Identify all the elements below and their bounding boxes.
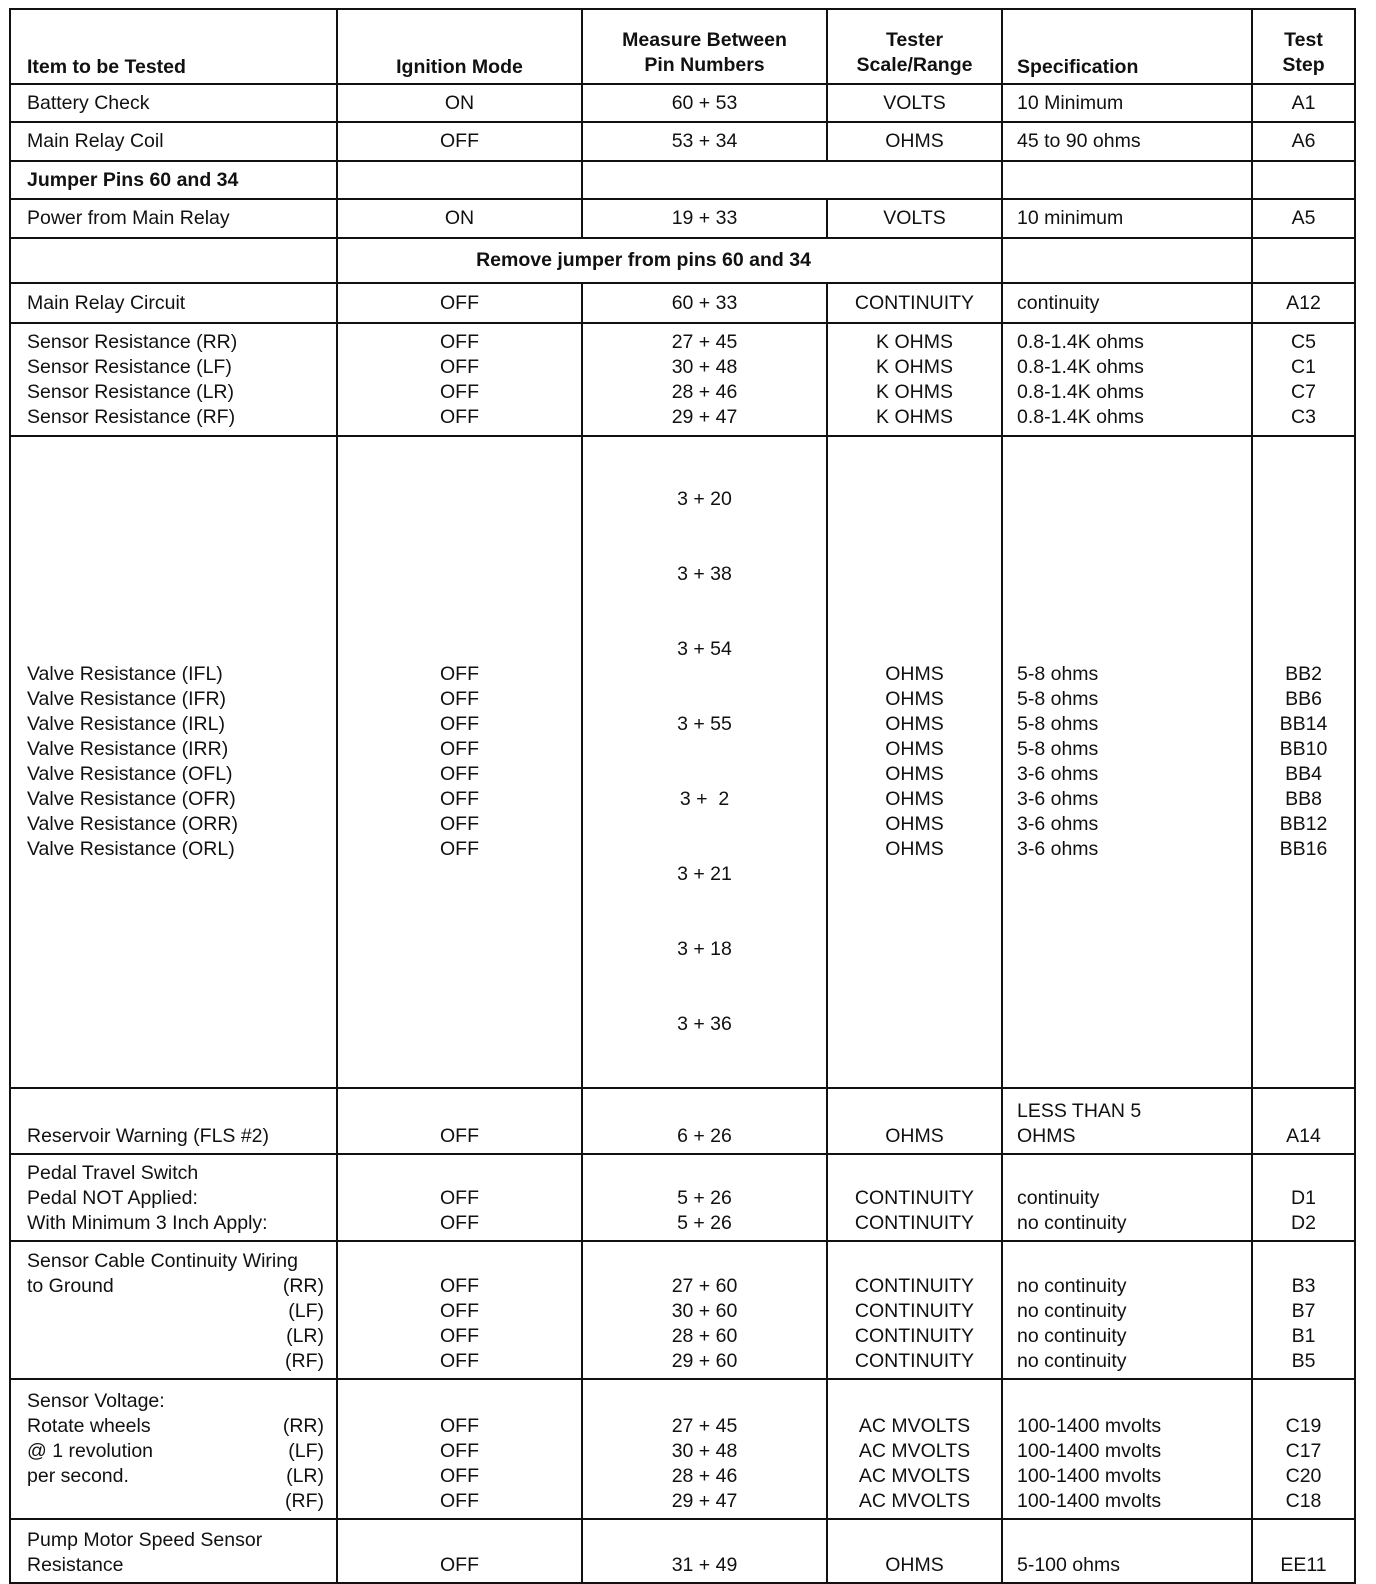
valve-item: Valve Resistance (ORL) <box>27 838 235 860</box>
table-row <box>10 199 1355 238</box>
voltage-label: per second. <box>27 1465 129 1487</box>
pins-value: 27 + 45 <box>671 330 738 353</box>
range-value: OHMS <box>885 663 944 685</box>
range-value: CONTINUITY <box>854 1187 975 1209</box>
ignition-cell <box>337 323 582 436</box>
spec-cell <box>1002 1241 1252 1379</box>
range-value: AC MVOLTS <box>858 1440 971 1462</box>
voltage-position: (LR) <box>286 1465 324 1487</box>
item-cell: Battery Check <box>10 84 337 122</box>
pins-value: 30 + 48 <box>671 355 738 378</box>
ignition-value: OFF <box>440 738 479 760</box>
pins-cell <box>582 323 827 436</box>
diagnostic-spec-table <box>9 8 1356 1584</box>
ignition-value: OFF <box>440 1440 479 1462</box>
spec-value: no continuity <box>1017 1275 1127 1297</box>
range-cell <box>827 1154 1002 1241</box>
range-value: OHMS <box>885 838 944 860</box>
voltage-position: (LF) <box>288 1440 324 1462</box>
sensor-item: Sensor Resistance (LR) <box>27 380 234 403</box>
empty-cell <box>582 161 1002 199</box>
cable-group <box>10 1241 1355 1379</box>
range-value: OHMS <box>885 738 944 760</box>
voltage-title: Sensor Voltage: <box>27 1390 165 1412</box>
pump-item-line2: Resistance <box>27 1554 124 1576</box>
ignition-value: OFF <box>440 663 479 685</box>
ignition-value: OFF <box>440 1187 479 1209</box>
range-value: AC MVOLTS <box>858 1465 971 1487</box>
ignition-value: OFF <box>440 1325 479 1347</box>
pins-value: 28 + 46 <box>671 1465 738 1487</box>
pedal-title: Pedal Travel Switch <box>27 1162 199 1184</box>
range-value: OHMS <box>885 713 944 735</box>
range-value: K OHMS <box>876 405 953 428</box>
range-value: K OHMS <box>876 330 953 353</box>
range-cell: CONTINUITY <box>827 283 1002 323</box>
pins-value: 5 + 26 <box>677 1187 732 1209</box>
remove-jumper-note: Remove jumper from pins 60 and 34 <box>337 238 1002 283</box>
pins-value: 3 + 18 <box>677 938 732 960</box>
ignition-value: OFF <box>440 1212 479 1234</box>
empty-cell <box>1002 238 1252 283</box>
header-item: Item to be Tested <box>10 9 337 84</box>
step-value: BB16 <box>1279 838 1328 860</box>
remove-note-row <box>10 238 1355 283</box>
item-cell <box>10 436 337 1088</box>
header-measure-between <box>582 9 827 84</box>
range-cell <box>827 436 1002 1088</box>
pins-value: 29 + 47 <box>671 1490 738 1512</box>
step-value: BB8 <box>1285 788 1322 810</box>
step-cell <box>1252 436 1355 1088</box>
ignition-cell: OFF <box>337 1519 582 1583</box>
step-value: C7 <box>1291 380 1316 403</box>
pump-item-line1: Pump Motor Speed Sensor <box>27 1529 263 1551</box>
range-value: CONTINUITY <box>854 1212 975 1234</box>
cable-subrow <box>27 1274 328 1299</box>
valve-resistance-group <box>10 436 1355 1088</box>
pins-cell: 60 + 53 <box>582 84 827 122</box>
reservoir-row <box>10 1088 1355 1154</box>
step-cell <box>1252 1241 1355 1379</box>
range-cell: OHMS <box>827 1519 1002 1583</box>
pins-value: 3 + 54 <box>677 638 732 660</box>
empty-cell <box>337 161 582 199</box>
ignition-value: OFF <box>440 788 479 810</box>
spec-cell <box>1002 1088 1252 1154</box>
pins-cell <box>582 1154 827 1241</box>
spec-value: 0.8-1.4K ohms <box>1017 355 1144 378</box>
cable-position: (LF) <box>288 1300 324 1322</box>
pins-value: 27 + 60 <box>671 1275 738 1297</box>
voltage-subrow <box>27 1414 328 1439</box>
header-tester-range <box>827 9 1002 84</box>
range-cell <box>827 1241 1002 1379</box>
header-step-line2: Step <box>1282 54 1325 76</box>
pins-value: 3 + 55 <box>677 713 732 735</box>
pins-cell: 19 + 33 <box>582 199 827 238</box>
ignition-value: OFF <box>440 1490 479 1512</box>
pins-value: 28 + 60 <box>671 1325 738 1347</box>
spec-value: 5-8 ohms <box>1017 688 1099 710</box>
cable-position: (RR) <box>282 1275 324 1297</box>
spec-value: 0.8-1.4K ohms <box>1017 380 1144 403</box>
step-value: C19 <box>1285 1415 1322 1437</box>
valve-item: Valve Resistance (IRR) <box>27 738 229 760</box>
item-cell <box>10 1379 337 1519</box>
table-row <box>10 283 1355 323</box>
sensor-item: Sensor Resistance (RF) <box>27 405 236 428</box>
header-tester-line1: Tester <box>885 29 944 51</box>
cable-label: to Ground <box>27 1275 114 1297</box>
spec-cell <box>1002 1154 1252 1241</box>
table-row <box>10 122 1355 161</box>
step-cell <box>1252 1154 1355 1241</box>
pins-cell <box>582 1241 827 1379</box>
cable-position: (RF) <box>285 1350 324 1372</box>
step-value: B3 <box>1291 1275 1316 1297</box>
step-cell: A6 <box>1252 122 1355 161</box>
range-value: CONTINUITY <box>854 1350 975 1372</box>
range-cell: OHMS <box>827 122 1002 161</box>
pins-cell <box>582 1379 827 1519</box>
range-cell <box>827 1379 1002 1519</box>
cable-subrow <box>27 1349 328 1374</box>
step-value: BB14 <box>1279 713 1328 735</box>
spec-value: no continuity <box>1017 1350 1127 1372</box>
item-cell <box>10 1519 337 1583</box>
step-cell: A12 <box>1252 283 1355 323</box>
range-value: OHMS <box>885 788 944 810</box>
pedal-item: Pedal NOT Applied: <box>27 1187 198 1209</box>
ignition-cell <box>337 1241 582 1379</box>
spec-value: continuity <box>1017 1187 1100 1209</box>
sensor-item: Sensor Resistance (RR) <box>27 330 238 353</box>
range-value: CONTINUITY <box>854 1275 975 1297</box>
ignition-cell: ON <box>337 199 582 238</box>
range-cell: VOLTS <box>827 199 1002 238</box>
pins-cell: 6 + 26 <box>582 1088 827 1154</box>
ignition-value: OFF <box>440 813 479 835</box>
item-cell <box>10 1241 337 1379</box>
range-value: K OHMS <box>876 355 953 378</box>
step-value: BB2 <box>1285 663 1322 685</box>
step-value: C18 <box>1285 1490 1322 1512</box>
ignition-value: OFF <box>440 380 479 403</box>
voltage-label: @ 1 revolution <box>27 1440 154 1462</box>
sensor-item: Sensor Resistance (LF) <box>27 355 232 378</box>
spec-value: 0.8-1.4K ohms <box>1017 405 1144 428</box>
pins-value: 29 + 60 <box>671 1350 738 1372</box>
ignition-value: OFF <box>440 1465 479 1487</box>
spec-value: 100-1400 mvolts <box>1017 1440 1162 1462</box>
spec-value: 0.8-1.4K ohms <box>1017 330 1144 353</box>
voltage-subrow <box>27 1489 328 1514</box>
spec-value: 5-8 ohms <box>1017 713 1099 735</box>
spec-value: 5-8 ohms <box>1017 663 1099 685</box>
step-value: C20 <box>1285 1465 1322 1487</box>
pins-value: 30 + 48 <box>671 1440 738 1462</box>
step-cell <box>1252 1379 1355 1519</box>
ignition-cell: OFF <box>337 283 582 323</box>
range-value: OHMS <box>885 688 944 710</box>
sensor-resistance-group <box>10 323 1355 436</box>
spec-cell: continuity <box>1002 283 1252 323</box>
step-value: BB4 <box>1285 763 1322 785</box>
spec-cell <box>1002 323 1252 436</box>
ignition-value: OFF <box>440 688 479 710</box>
step-cell: EE11 <box>1252 1519 1355 1583</box>
valve-item: Valve Resistance (IFR) <box>27 688 227 710</box>
step-value: D1 <box>1291 1187 1316 1209</box>
spec-value: no continuity <box>1017 1325 1127 1347</box>
pins-value: 5 + 26 <box>677 1212 732 1234</box>
item-cell: Reservoir Warning (FLS #2) <box>10 1088 337 1154</box>
pins-value: 3 + 2 <box>679 788 730 810</box>
pins-cell <box>582 436 827 1088</box>
cable-subrow <box>27 1299 328 1324</box>
item-cell <box>10 323 337 436</box>
jumper-note: Jumper Pins 60 and 34 <box>10 161 337 199</box>
spec-cell <box>1002 1379 1252 1519</box>
spec-value: 100-1400 mvolts <box>1017 1415 1162 1437</box>
range-cell: VOLTS <box>827 84 1002 122</box>
valve-item: Valve Resistance (IFL) <box>27 663 223 685</box>
ignition-value: OFF <box>440 1275 479 1297</box>
header-tester-line2: Scale/Range <box>856 54 973 76</box>
voltage-subrow <box>27 1439 328 1464</box>
range-cell <box>827 323 1002 436</box>
spec-value: 100-1400 mvolts <box>1017 1465 1162 1487</box>
empty-cell <box>1252 161 1355 199</box>
step-value: D2 <box>1291 1212 1316 1234</box>
step-value: BB6 <box>1285 688 1322 710</box>
spec-cell: 10 Minimum <box>1002 84 1252 122</box>
step-cell: A14 <box>1252 1088 1355 1154</box>
pedal-item: With Minimum 3 Inch Apply: <box>27 1212 268 1234</box>
step-value: C3 <box>1291 405 1316 428</box>
spec-cell: 45 to 90 ohms <box>1002 122 1252 161</box>
header-row <box>10 9 1355 84</box>
cable-title: Sensor Cable Continuity Wiring <box>27 1250 298 1272</box>
spec-value: 3-6 ohms <box>1017 813 1099 835</box>
ignition-cell <box>337 436 582 1088</box>
step-value: BB12 <box>1279 813 1328 835</box>
empty-cell <box>10 238 337 283</box>
valve-item: Valve Resistance (OFR) <box>27 788 236 810</box>
spec-value: 5-8 ohms <box>1017 738 1099 760</box>
step-value: C5 <box>1291 330 1316 353</box>
ignition-value: OFF <box>440 838 479 860</box>
spec-value: 3-6 ohms <box>1017 788 1099 810</box>
step-cell: A5 <box>1252 199 1355 238</box>
ignition-value: OFF <box>440 713 479 735</box>
spec-cell: 5-100 ohms <box>1002 1519 1252 1583</box>
pins-value: 29 + 47 <box>671 405 738 428</box>
voltage-label: Rotate wheels <box>27 1415 151 1437</box>
step-value: BB10 <box>1279 738 1328 760</box>
voltage-position: (RR) <box>282 1415 324 1437</box>
step-value: B1 <box>1291 1325 1316 1347</box>
spec-value: 3-6 ohms <box>1017 763 1099 785</box>
ignition-value: OFF <box>440 355 479 378</box>
range-value: OHMS <box>885 763 944 785</box>
empty-cell <box>1252 238 1355 283</box>
cable-subrow <box>27 1324 328 1349</box>
ignition-value: OFF <box>440 330 479 353</box>
spec-value: 3-6 ohms <box>1017 838 1099 860</box>
ignition-cell: OFF <box>337 1088 582 1154</box>
pins-cell: 60 + 33 <box>582 283 827 323</box>
ignition-value: OFF <box>440 405 479 428</box>
pins-cell: 53 + 34 <box>582 122 827 161</box>
range-value: OHMS <box>885 813 944 835</box>
cable-position: (LR) <box>286 1325 324 1347</box>
header-step-line1: Test <box>1284 29 1323 51</box>
range-cell: OHMS <box>827 1088 1002 1154</box>
range-value: CONTINUITY <box>854 1325 975 1347</box>
spec-value: 100-1400 mvolts <box>1017 1490 1162 1512</box>
ignition-value: OFF <box>440 763 479 785</box>
valve-item: Valve Resistance (OFL) <box>27 763 233 785</box>
valve-item: Valve Resistance (IRL) <box>27 713 225 735</box>
range-value: AC MVOLTS <box>858 1490 971 1512</box>
item-cell <box>10 1154 337 1241</box>
ignition-value: OFF <box>440 1300 479 1322</box>
pins-value: 3 + 21 <box>677 863 732 885</box>
header-measure-line2: Pin Numbers <box>644 54 765 76</box>
empty-cell <box>1002 161 1252 199</box>
pins-cell: 31 + 49 <box>582 1519 827 1583</box>
jumper-note-row <box>10 161 1355 199</box>
range-value: AC MVOLTS <box>858 1415 971 1437</box>
step-cell: A1 <box>1252 84 1355 122</box>
ignition-cell <box>337 1154 582 1241</box>
pins-value: 30 + 60 <box>671 1300 738 1322</box>
pedal-group <box>10 1154 1355 1241</box>
pump-row <box>10 1519 1355 1583</box>
header-ignition-mode: Ignition Mode <box>337 9 582 84</box>
table-row <box>10 84 1355 122</box>
item-cell: Main Relay Circuit <box>10 283 337 323</box>
spec-value: no continuity <box>1017 1300 1127 1322</box>
pins-value: 3 + 20 <box>677 488 732 510</box>
spec-line1: LESS THAN 5 <box>1017 1100 1142 1122</box>
ignition-cell <box>337 1379 582 1519</box>
header-specification: Specification <box>1002 9 1252 84</box>
voltage-subrow <box>27 1464 328 1489</box>
step-value: C17 <box>1285 1440 1322 1462</box>
spec-line2: OHMS <box>1017 1125 1076 1147</box>
pins-value: 27 + 45 <box>671 1415 738 1437</box>
spec-cell: 10 minimum <box>1002 199 1252 238</box>
valve-item: Valve Resistance (ORR) <box>27 813 238 835</box>
pins-value: 3 + 38 <box>677 563 732 585</box>
pins-value: 28 + 46 <box>671 380 738 403</box>
spec-value: no continuity <box>1017 1212 1127 1234</box>
item-cell: Power from Main Relay <box>10 199 337 238</box>
range-value: K OHMS <box>876 380 953 403</box>
ignition-cell: ON <box>337 84 582 122</box>
pins-value: 3 + 36 <box>677 1013 732 1035</box>
ignition-value: OFF <box>440 1415 479 1437</box>
voltage-position: (RF) <box>285 1490 324 1512</box>
step-value: B7 <box>1291 1300 1316 1322</box>
step-cell <box>1252 323 1355 436</box>
step-value: C1 <box>1291 355 1316 378</box>
header-measure-line1: Measure Between <box>622 29 787 51</box>
range-value: CONTINUITY <box>854 1300 975 1322</box>
spec-cell <box>1002 436 1252 1088</box>
ignition-cell: OFF <box>337 122 582 161</box>
item-cell: Main Relay Coil <box>10 122 337 161</box>
ignition-value: OFF <box>440 1350 479 1372</box>
step-value: B5 <box>1291 1350 1316 1372</box>
voltage-group <box>10 1379 1355 1519</box>
header-test-step <box>1252 9 1355 84</box>
